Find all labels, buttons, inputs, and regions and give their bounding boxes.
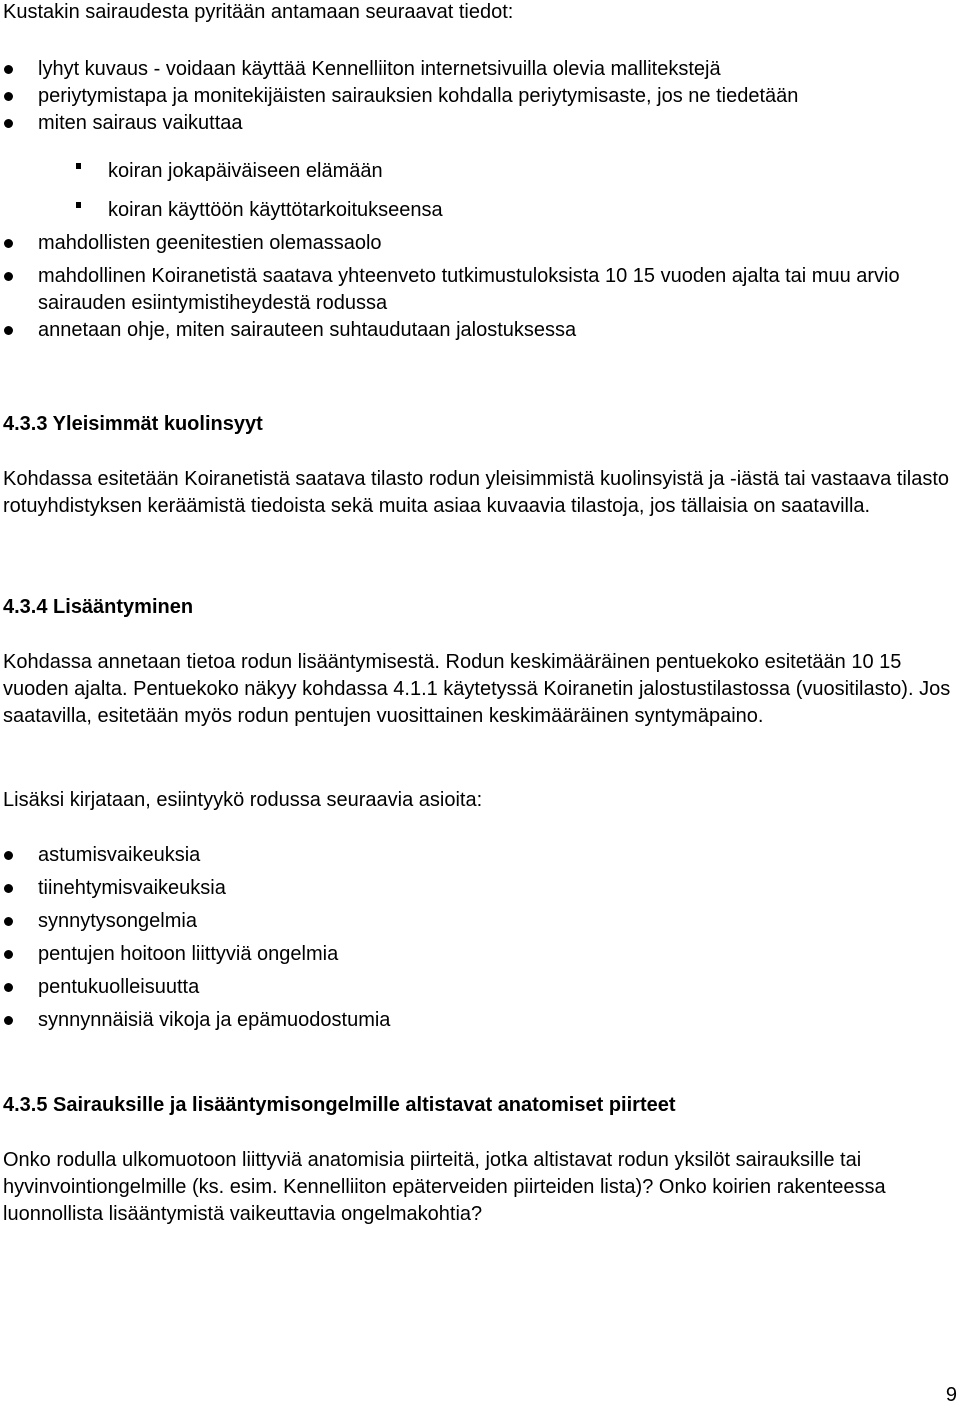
list-item	[3, 1007, 958, 1034]
list-item-text: lyhyt kuvaus - voidaan käyttää Kennelliiton internetsivuilla olevia mallitekstejä	[38, 58, 721, 80]
bullet-icon	[4, 119, 13, 128]
section-heading-4-3-3: 4.3.3 Yleisimmät kuolinsyyt	[3, 413, 263, 435]
bullet-icon	[4, 884, 13, 893]
square-bullet-icon	[76, 163, 81, 169]
list-item-text: tiinehtymisvaikeuksia	[38, 877, 226, 899]
section-4-3-4-text: Kohdassa annetaan tietoa rodun lisääntymisestä. Rodun keskimääräinen pentuekoko esitetään 10 15 vuoden ajalta. Pentuekoko näkyy kohdassa 4.1.1 käytetyssä Koiranetin jalostustilastossa (vuositilasto). Jos saatavilla, esitetään myös rodun pentujen vuosittainen keskimääräinen syntymäpaino.	[3, 651, 951, 727]
list-item-text: synnynnäisiä vikoja ja epämuodostumia	[38, 1009, 391, 1031]
list-item-text: periytymistapa ja monitekijäisten sairauksien kohdalla periytymisaste, jos ne tiedetään	[38, 85, 799, 107]
list-item-text: synnytysongelmia	[38, 910, 197, 932]
bullet-icon	[4, 917, 13, 926]
list-item	[3, 317, 958, 344]
section-heading-4-3-5: 4.3.5 Sairauksille ja lisääntymisongelmille altistavat anatomiset piirteet	[3, 1094, 676, 1116]
sublist-item	[3, 158, 958, 185]
list-item	[3, 875, 958, 902]
list-item	[3, 941, 958, 968]
list-item-text: mahdollinen Koiranetistä saatava yhteenveto tutkimustuloksista 10 15 vuoden ajalta tai muu arvio sairauden esiintymistiheydestä rodussa	[38, 265, 900, 314]
bullet-icon	[4, 851, 13, 860]
intro-text: Kustakin sairaudesta pyritään antamaan seuraavat tiedot:	[3, 1, 514, 23]
reproduction-issues-list	[3, 842, 958, 1034]
list-item-text: pentukuolleisuutta	[38, 976, 200, 998]
list-item-text: astumisvaikeuksia	[38, 844, 201, 866]
square-bullet-icon	[76, 202, 81, 208]
section-heading-4-3-4: 4.3.4 Lisääntyminen	[3, 596, 194, 618]
sublist-item-text: koiran käyttöön käyttötarkoitukseensa	[108, 199, 443, 221]
list-item-text: mahdollisten geenitestien olemassaolo	[38, 232, 382, 254]
list-item-text: pentujen hoitoon liittyviä ongelmia	[38, 943, 339, 965]
list-item	[3, 83, 958, 110]
bullet-icon	[4, 1016, 13, 1025]
bullet-icon	[4, 272, 13, 281]
section-4-3-4-lead: Lisäksi kirjataan, esiintyykö rodussa seuraavia asioita:	[3, 789, 483, 811]
section-4-3-5-text: Onko rodulla ulkomuotoon liittyviä anatomisia piirteitä, jotka altistavat rodun yksilöt sairauksille tai hyvinvointiongelmille (ks. esim. Kennelliiton epäterveiden piirteiden lista)? Onko koirien rakenteessa luonnollista lisääntymistä vaikeuttavia ongelmakohtia?	[3, 1149, 886, 1225]
page-number: 9	[945, 1384, 957, 1406]
bullet-icon	[4, 326, 13, 335]
list-item	[3, 974, 958, 1001]
bullet-icon	[4, 65, 13, 74]
bullet-icon	[4, 950, 13, 959]
sublist-item-text: koiran jokapäiväiseen elämään	[108, 160, 383, 182]
list-item	[3, 908, 958, 935]
bullet-icon	[4, 983, 13, 992]
bullet-icon	[4, 92, 13, 101]
disease-info-list-continued	[3, 230, 958, 344]
effect-sublist	[3, 158, 958, 224]
list-item	[3, 263, 958, 317]
list-item	[3, 110, 958, 137]
section-4-3-3-text: Kohdassa esitetään Koiranetistä saatava tilasto rodun yleisimmistä kuolinsyistä ja -iästä tai vastaava tilasto rotuyhdistyksen keräämistä tiedoista sekä muita asiaa kuvaavia tilastoja, jos tällaisia on saatavilla.	[3, 468, 950, 517]
list-item	[3, 230, 958, 257]
list-item	[3, 842, 958, 869]
sublist-item	[3, 197, 958, 224]
disease-info-list	[3, 56, 958, 137]
list-item	[3, 56, 958, 83]
list-item-text: miten sairaus vaikuttaa	[38, 112, 243, 134]
bullet-icon	[4, 239, 13, 248]
list-item-text: annetaan ohje, miten sairauteen suhtaudutaan jalostuksessa	[38, 319, 577, 341]
